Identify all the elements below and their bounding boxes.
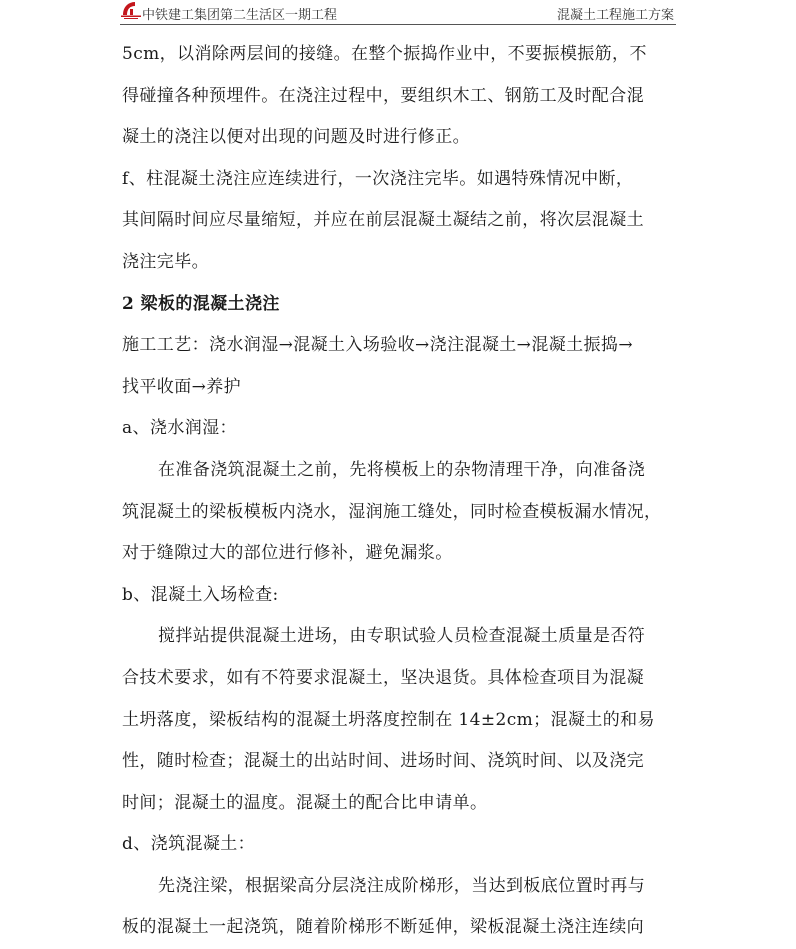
body-line: 施工工艺：浇水润湿→混凝土入场验收→浇注混凝土→混凝土振捣→ <box>122 335 633 356</box>
body-line: 5cm，以消除两层间的接缝。在整个振捣作业中，不要振模振筋，不 <box>122 44 647 64</box>
body-line: 浇注完毕。 <box>122 251 209 272</box>
body-line: f、柱混凝土浇注应连续进行，一次浇注完毕。如遇特殊情况中断， <box>122 168 634 189</box>
subsection-label: a、浇水润湿： <box>122 418 237 439</box>
page-header <box>120 0 676 25</box>
header-document-title: 混凝土工程施工方案 <box>556 8 674 23</box>
header-project-title: 中铁建工集团第二生活区一期工程 <box>142 8 338 23</box>
body-line: 先浇注梁，根据梁高分层浇注成阶梯形，当达到板底位置时再与 <box>158 875 646 896</box>
section-heading: 2 梁板的混凝土浇注 <box>122 293 280 314</box>
body-line: 合技术要求，如有不符要求混凝土，坚决退货。具体检查项目为混凝 <box>122 667 644 688</box>
body-line: 土坍落度，梁板结构的混凝土坍落度控制在 14±2cm；混凝土的和易 <box>122 709 655 730</box>
body-line: 得碰撞各种预埋件。在浇注过程中，要组织木工、钢筋工及时配合混 <box>122 85 644 106</box>
crcc-logo-icon <box>120 0 142 20</box>
body-line: 板的混凝土一起浇筑，随着阶梯形不断延伸，梁板混凝土浇注连续向 <box>122 917 644 938</box>
subsection-label: b、混凝土入场检查: <box>122 584 279 605</box>
body-line: 其间隔时间应尽量缩短，并应在前层混凝土凝结之前，将次层混凝土 <box>122 210 644 231</box>
body-line: 凝土的浇注以便对出现的问题及时进行修正。 <box>122 127 470 148</box>
body-line: 筑混凝土的梁板模板内浇水，湿润施工缝处，同时检查模板漏水情况， <box>122 501 662 522</box>
body-line: 性，随时检查；混凝土的出站时间、进场时间、浇筑时间、以及浇完 <box>122 751 644 772</box>
body-line: 在准备浇筑混凝土之前，先将模板上的杂物清理干净，向准备浇 <box>158 459 646 480</box>
body-line: 搅拌站提供混凝土进场，由专职试验人员检查混凝土质量是否符 <box>158 626 646 647</box>
body-line: 找平收面→养护 <box>122 376 242 397</box>
document-body <box>122 34 678 949</box>
subsection-label: d、浇筑混凝土： <box>122 834 256 855</box>
body-line: 时间；混凝土的温度。混凝土的配合比申请单。 <box>122 792 488 813</box>
body-line: 对于缝隙过大的部位进行修补，避免漏浆。 <box>122 543 453 564</box>
